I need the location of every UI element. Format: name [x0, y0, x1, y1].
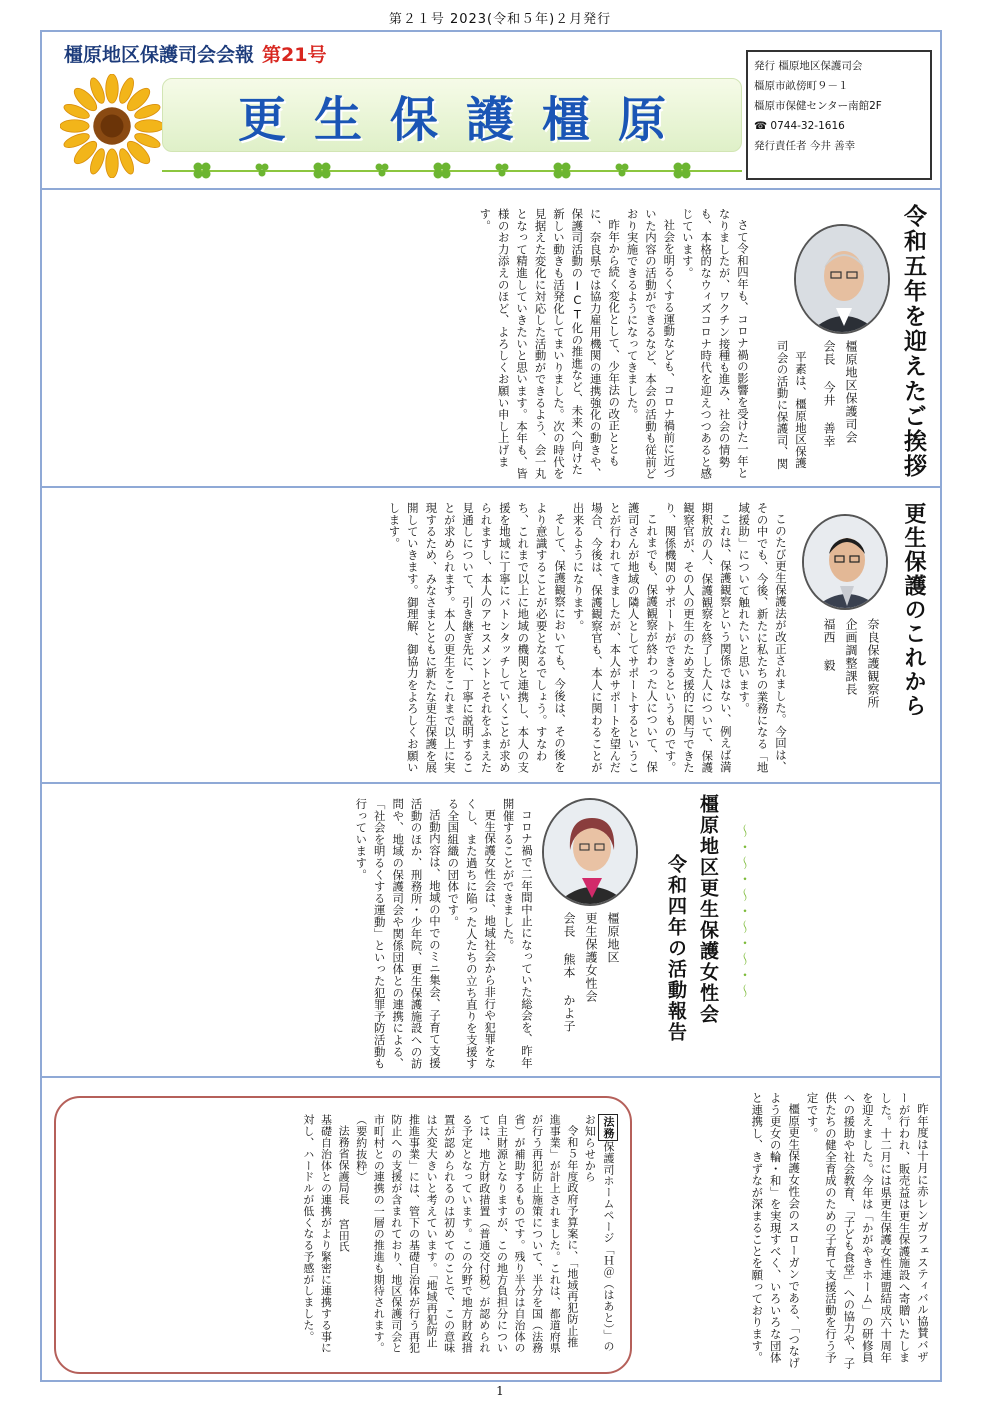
paragraph: 昨年度は十月に赤レンガフェスティバル協賛バザーが行われ、販売益は更生保護施設へ寄贈いたしました。十二月には県更生保護女性連盟結成六十周年を迎えました。今年は「かがやきホーム」の研修員への援助や社会教育、「子ども食堂」への協力や、子供たちの健全育成のための子育て支援活動を行う予定です。 — [805, 1092, 930, 1370]
womens-association-section — [42, 782, 940, 1076]
title-banner — [162, 78, 742, 152]
activity-report-heading: 令和四年の活動報告 — [665, 854, 687, 1043]
masthead-subtitle — [64, 40, 326, 67]
paragraph: 社会を明るくする運動なども、コロナ禍前に近づいた内容の活動ができるなど、本会の活動も従前どおり実施できるようになってきました。 — [625, 208, 677, 480]
paragraph: このたび更生保護法が改正されました。今回は、その中でも、今後、新たに私たちの業務になる「地域援助」について触れたいと思います。 — [737, 502, 788, 774]
page-number: 1 — [496, 1384, 504, 1398]
future-section — [42, 486, 940, 782]
issue-line: 第２１号 2023(令和５年)２月発行 — [388, 12, 612, 27]
publisher-building: 橿原市保健センター南館2F — [754, 100, 882, 112]
byline-org: 橿原地区保護司会 — [844, 340, 858, 444]
officer-photo — [802, 514, 888, 610]
paragraph: 活動内容は、地域の中でのミニ集会、子育て支援活動のほか、刑務所・少年院、更生保護施設への訪問や、地域の保護司会や関係団体との連携による、「社会を明るくする運動」といった犯罪予防活動も行っています。 — [354, 798, 442, 1070]
paragraph: 更生保護女性会は、地域社会から非行や犯罪をなくし、また過ちに陥った人たちの立ち直りを支援する全国組織の団体です。 — [446, 798, 498, 1070]
byline-org: 奈良保護観察所 — [866, 618, 880, 709]
byline-name: 会長 今井 善幸 — [822, 340, 836, 448]
publisher-address: 橿原市畝傍町９－１ — [754, 80, 849, 92]
paragraph: コロナ禍で二年間中止になっていた総会を、昨年開催することができました。 — [501, 798, 534, 1069]
chairman-byline — [818, 340, 862, 480]
womens-association-text-continued — [642, 1092, 932, 1374]
notice-title: 保護司ホームページ「Ｈ＠（はあと）」のお知らせから — [583, 1114, 615, 1352]
notice-section — [42, 1076, 940, 1382]
byline-title: 更生保護女性会 — [584, 912, 598, 1003]
byline-name: 会長 熊本 かよ子 — [562, 912, 576, 1033]
newsletter-title: 更生保護橿原 — [237, 91, 694, 148]
sunflower-icon — [60, 74, 164, 178]
ministry-notice — [54, 1096, 632, 1374]
portrait-icon — [796, 226, 890, 334]
portrait-icon — [804, 516, 888, 610]
greeting-text-lead — [774, 340, 810, 480]
paragraph: そして、保護観察においても、今後は、その後をより意識することが必要となるでしょう。すなわち、これまで以上に地域の機関と連携し、本人の支援を地域に丁寧にバトンタッチしていくことが求められますし、本人のアセスメントとそれをふまえた見通しについて、引き継ぎ先に、丁寧に説明することが求められます。本人の更生をこれまで以上に実現するため、みなさまとともに新たな更生保護を展開していきます。御理解、御協力をよろしくお願いします。 — [387, 502, 568, 774]
publisher-phone: ☎ 0744-32-1616 — [754, 120, 845, 132]
paragraph: さて令和四年も、コロナ禍の影響を受けた一年となりましたが、ワクチン接種も進み、社会の情勢も、本格的なウィズコロナ時代を迎えつつあると感じています。 — [680, 208, 750, 480]
newsletter-page — [40, 30, 942, 1382]
paragraph: 令和５年度政府予算案に、「地域再犯防止推進事業」が計上されました。これは、都道府県が行う再犯防止施策について、半分を国（法務省）が補助するものです。残り半分は自治体の自主財源となりますが、この地方負担分については、地方財政措置（普通交付税）が認められる予定となっています。この分野で地方財政措置が認められるのは初めてのことで、この意味は大変大きいと考えています。「地域再犯防止推進事業」には、管下の基礎自治体が行う再犯防止への支援が含まれており、地区保護司会と市町村との連携の一層の推進も期待されます。（要約抜粋） — [354, 1114, 579, 1354]
paragraph: これは、保護観察という関係ではない、例えば満期釈放の人、保護観察を終了した人について、保護観察官が、その人の更生のため支援的に関与できたり、関係機関のサポートができるというものです。 — [663, 502, 733, 774]
issue-number: 第21号 — [262, 44, 327, 66]
womens-association-heading: 橿原地区更生保護女性会 — [697, 794, 719, 1025]
wavy-divider-icon: ～・～・～・～・～・～ — [736, 824, 752, 1000]
president-photo — [542, 798, 638, 906]
womens-association-text — [52, 798, 536, 1074]
paragraph: 平素は、橿原地区保護司会の活動に保護司、関 — [775, 340, 808, 470]
clover-border-icon — [162, 160, 742, 180]
portrait-icon — [544, 800, 638, 906]
notice-closing: 基礎自治体との連携がより緊密に連携する事に対し、ハードルが低くなる予感がしました。 — [301, 1114, 333, 1354]
notice-title-line — [581, 1114, 618, 1358]
publisher-line: 発行 橿原地区保護司会 — [754, 60, 863, 72]
future-heading: 更生保護のこれから — [901, 502, 927, 718]
masthead — [42, 32, 940, 188]
paragraph: 昨年から続く変化として、少年法の改正とともに、奈良県では協力雇用機関の連携強化の動きや、保護司活動のICT化の推進など、未来へ向けた新しい動きも活発化してまいりました。次の時代を見据えた変化に対応した活動ができるよう、会一丸となって精進していきたいと思います。本年も、皆様のお力添えのほど、よろしくお願い申し上げます。 — [478, 208, 622, 480]
byline-title: 企画調整課長 — [844, 618, 858, 696]
newsletter-name: 橿原地区保護司会会報 — [64, 44, 255, 66]
notice-label: 法務 — [598, 1114, 618, 1141]
paragraph: 橿原更生保護女性会のスローガンである、「つなげよう更女の輪・和」を実現すべく、いろいろな団体と連携し、きずなが深まることを願っております。 — [750, 1092, 802, 1370]
chairman-photo — [794, 224, 890, 334]
byline-org: 橿原地区 — [606, 912, 620, 964]
publisher-responsible: 発行責任者 今井 善幸 — [754, 140, 856, 152]
future-text — [100, 502, 790, 778]
greeting-section — [42, 188, 940, 486]
president-byline — [558, 912, 624, 1074]
notice-signature: 法務省保護局長 宮田氏 — [337, 1125, 351, 1253]
paragraph: これまでも、保護観察が終わった人について、保護司さんが地域の隣人としてサポートするということが行われてきましたが、本人がサポートを望んだ場合、今後は、保護観察官も、本人に関わることが出来るようになります。 — [571, 502, 660, 774]
publisher-info — [746, 50, 932, 180]
future-text-continued — [782, 798, 932, 1074]
greeting-text-body — [72, 208, 752, 480]
byline-name: 福西 毅 — [822, 618, 836, 672]
officer-byline — [818, 618, 884, 778]
greeting-heading: 令和五年を迎えたご挨拶 — [900, 204, 927, 479]
notice-text — [70, 1114, 618, 1358]
